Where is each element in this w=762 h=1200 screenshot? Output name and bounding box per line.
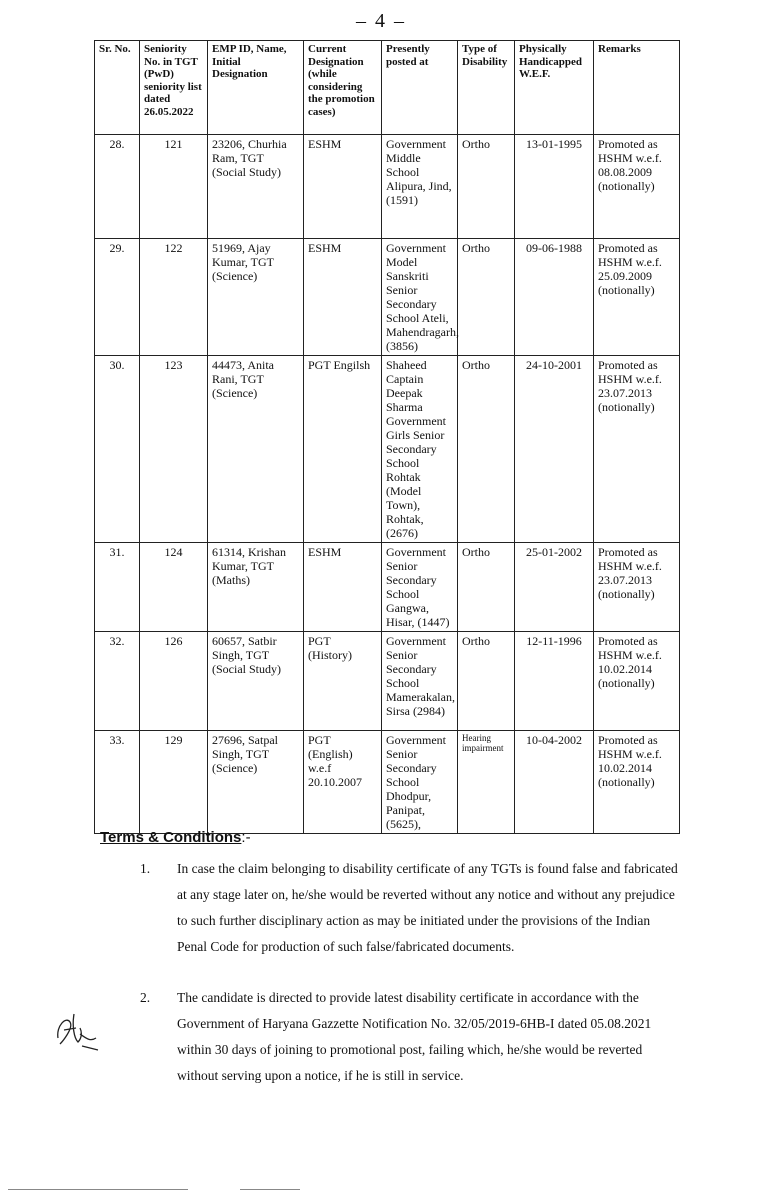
cell-disability: Ortho (458, 632, 515, 731)
cell-emp: 27696, Satpal Singh, TGT (Science) (208, 731, 304, 834)
handwritten-initials-signature (52, 1008, 102, 1052)
cell-seniority: 126 (140, 632, 208, 731)
header-emp: EMP ID, Name, Initial Designation (208, 41, 304, 135)
cell-emp: 61314, Krishan Kumar, TGT (Maths) (208, 543, 304, 632)
cell-remarks: Promoted as HSHM w.e.f. 25.09.2009 (notionally) (594, 239, 680, 356)
pwd-promotion-table (94, 40, 680, 834)
cell-designation: ESHM (304, 135, 382, 239)
cell-emp: 44473, Anita Rani, TGT (Science) (208, 356, 304, 543)
cell-disability: Hearing impairment (458, 731, 515, 834)
cell-wef: 24-10-2001 (515, 356, 594, 543)
cell-seniority: 122 (140, 239, 208, 356)
cell-designation: ESHM (304, 239, 382, 356)
cell-designation: PGT (English) w.e.f 20.10.2007 (304, 731, 382, 834)
cell-posted: Government Model Sanskriti Senior Secondary School Ateli, Mahendragarh, (3856) (382, 239, 458, 356)
header-disability-type: Type of Disability (458, 41, 515, 135)
term-item (140, 985, 680, 1089)
cell-remarks: Promoted as HSHM w.e.f. 10.02.2014 (notionally) (594, 632, 680, 731)
cell-remarks: Promoted as HSHM w.e.f. 23.07.2013 (notionally) (594, 543, 680, 632)
table-row (95, 135, 680, 239)
cell-sr: 33. (95, 731, 140, 834)
cell-sr: 28. (95, 135, 140, 239)
terms-heading (100, 829, 251, 846)
term-number: 2. (140, 990, 151, 1005)
table-row (95, 356, 680, 543)
header-sr-no: Sr. No. (95, 41, 140, 135)
cell-seniority: 123 (140, 356, 208, 543)
cell-designation: PGT (History) (304, 632, 382, 731)
cell-wef: 09-06-1988 (515, 239, 594, 356)
table-row (95, 543, 680, 632)
cell-sr: 30. (95, 356, 140, 543)
cell-posted: Government Senior Secondary School Mamerakalan, Sirsa (2984) (382, 632, 458, 731)
term-item (140, 856, 680, 960)
table-header-row (95, 41, 680, 135)
header-posted-at: Presently posted at (382, 41, 458, 135)
cell-designation: PGT Engilsh (304, 356, 382, 543)
page-number: – 4 – (356, 10, 406, 32)
table-row (95, 239, 680, 356)
cell-disability: Ortho (458, 135, 515, 239)
table-row (95, 731, 680, 834)
cell-sr: 32. (95, 632, 140, 731)
cell-seniority: 124 (140, 543, 208, 632)
header-seniority: Seniority No. in TGT (PwD) seniority list dated 26.05.2022 (140, 41, 208, 135)
cell-emp: 23206, Churhia Ram, TGT (Social Study) (208, 135, 304, 239)
term-number: 1. (140, 861, 151, 876)
term-text: The candidate is directed to provide latest disability certificate in accordance with the Government of Haryana Gazzette Notification No. 32/05/2019-6HB-I dated 05.08.2021 within 30 days of joining to promotional post, failing which, he/she would be reverted without serving upon a notice, if he is still in service. (177, 990, 652, 1083)
cell-posted: Government Middle School Alipura, Jind, (1591) (382, 135, 458, 239)
scan-artifact-line (240, 1189, 300, 1190)
cell-disability: Ortho (458, 356, 515, 543)
cell-disability: Ortho (458, 543, 515, 632)
cell-wef: 25-01-2002 (515, 543, 594, 632)
header-remarks: Remarks (594, 41, 680, 135)
cell-posted: Government Senior Secondary School Dhodpur, Panipat, (5625), (382, 731, 458, 834)
scan-artifact-line (8, 1189, 188, 1190)
cell-remarks: Promoted as HSHM w.e.f. 23.07.2013 (notionally) (594, 356, 680, 543)
cell-designation: ESHM (304, 543, 382, 632)
cell-sr: 31. (95, 543, 140, 632)
terms-heading-suffix: :- (241, 829, 251, 846)
header-current-designation: Current Designation (while considering the promotion cases) (304, 41, 382, 135)
cell-seniority: 121 (140, 135, 208, 239)
cell-emp: 51969, Ajay Kumar, TGT (Science) (208, 239, 304, 356)
cell-remarks: Promoted as HSHM w.e.f. 08.08.2009 (notionally) (594, 135, 680, 239)
cell-sr: 29. (95, 239, 140, 356)
cell-disability: Ortho (458, 239, 515, 356)
cell-posted: Shaheed Captain Deepak Sharma Government Girls Senior Secondary School Rohtak (Model Town), Rohtak, (2676) (382, 356, 458, 543)
cell-remarks: Promoted as HSHM w.e.f. 10.02.2014 (notionally) (594, 731, 680, 834)
cell-seniority: 129 (140, 731, 208, 834)
cell-wef: 10-04-2002 (515, 731, 594, 834)
cell-wef: 13-01-1995 (515, 135, 594, 239)
cell-posted: Government Senior Secondary School Gangwa, Hisar, (1447) (382, 543, 458, 632)
header-ph-wef: Physically Handicapped W.E.F. (515, 41, 594, 135)
cell-wef: 12-11-1996 (515, 632, 594, 731)
table-row (95, 632, 680, 731)
cell-emp: 60657, Satbir Singh, TGT (Social Study) (208, 632, 304, 731)
terms-heading-text: Terms & Conditions (100, 829, 242, 846)
term-text: In case the claim belonging to disability certificate of any TGTs is found false and fabricated at any stage later on, he/she would be reverted without any notice and without any prejudice to such further disciplinary action as may be initiated under the provisions of the Indian Penal Code for production of such false/fabricated documents. (177, 861, 678, 954)
